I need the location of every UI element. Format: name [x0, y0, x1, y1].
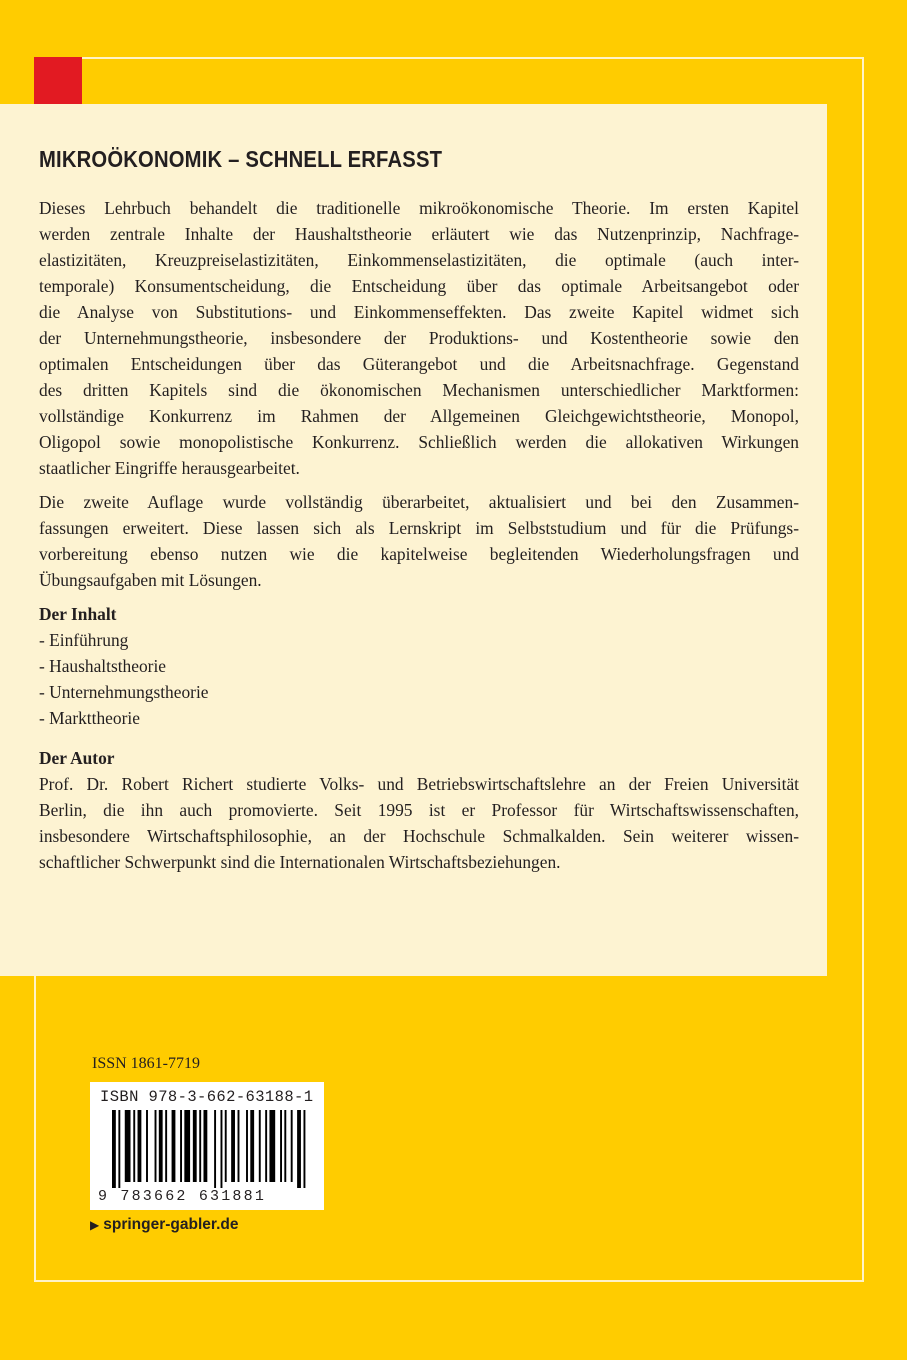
barcode-box — [90, 1082, 324, 1210]
barcode-bar — [214, 1110, 216, 1188]
barcode-bar — [291, 1110, 293, 1182]
text-line: vollständige Konkurrenz im Rahmen der Allgemeinen Gleichgewichtstheorie, Monopol, — [39, 406, 799, 426]
text-line: staatlicher Eingriffe herausgearbeitet. — [39, 458, 300, 478]
publisher-website[interactable] — [90, 1216, 238, 1234]
text-line: Berlin, die ihn auch promovierte. Seit 1995 ist er Professor für Wirtschaftswissenschaften, — [39, 800, 799, 820]
text-line: Oligopol sowie monopolistische Konkurrenz. Schließlich werden die allokativen Wirkungen — [39, 432, 799, 452]
text-line: optimalen Entscheidungen über das Güterangebot und die Arbeitsnachfrage. Gegenstand — [39, 354, 799, 374]
barcode-bar — [303, 1110, 305, 1188]
barcode-bar — [133, 1110, 135, 1182]
page-title: MIKROÖKONOMIK – SCHNELL ERFASST — [39, 146, 443, 172]
text-line: fassungen erweitert. Diese lassen sich als Lernskript im Selbststudium und für die Prüfungs- — [39, 518, 799, 538]
author-heading: Der Autor — [39, 748, 115, 768]
barcode-bar — [225, 1110, 227, 1182]
barcode-bar — [221, 1110, 223, 1188]
barcode-bar — [118, 1110, 120, 1188]
barcode-bar — [112, 1110, 116, 1188]
issn-label: ISSN 1861-7719 — [92, 1055, 201, 1072]
author-section — [39, 745, 799, 875]
blurb-text — [39, 195, 799, 875]
text-line: Übungsaufgaben mit Lösungen. — [39, 570, 262, 590]
text-line: vorbereitung ebenso nutzen wie die kapitelweise begleitenden Wiederholungsfragen und — [39, 544, 799, 564]
website-label: springer-gabler.de — [103, 1216, 239, 1233]
contents-item: - Markttheorie — [39, 708, 140, 728]
text-line: elastizitäten, Kreuzpreiselastizitäten, Einkommenselastizitäten, die optimale (auch inter- — [39, 250, 799, 270]
text-line: Prof. Dr. Robert Richert studierte Volks- und Betriebswirtschaftslehre an der Freien Universität — [39, 774, 799, 794]
text-line: schaftlicher Schwerpunkt sind die Internationalen Wirtschaftsbeziehungen. — [39, 852, 561, 872]
text-line: Die zweite Auflage wurde vollständig überarbeitet, aktualisiert und bei den Zusammen- — [39, 492, 799, 512]
contents-item: - Haushaltstheorie — [39, 656, 167, 676]
barcode-bar — [165, 1110, 167, 1182]
contents-heading: Der Inhalt — [39, 604, 117, 624]
barcode-bar — [259, 1110, 261, 1182]
barcode-bar — [203, 1110, 207, 1182]
barcode-bar — [125, 1110, 131, 1182]
text-line: werden zentrale Inhalte der Haushaltstheorie erläutert wie das Nutzenprinzip, Nachfrage- — [39, 224, 799, 244]
barcode-bar — [146, 1110, 148, 1182]
barcode-bar — [180, 1110, 182, 1182]
contents-item: - Einführung — [39, 630, 129, 650]
red-accent-square — [34, 57, 82, 104]
barcode-digits: 9 783662 631881 — [98, 1188, 267, 1205]
barcode-bar — [280, 1110, 282, 1182]
text-line: insbesondere Wirtschaftsphilosophie, an der Hochschule Schmalkalden. Sein weiterer wissen- — [39, 826, 799, 846]
barcode-bar — [199, 1110, 201, 1182]
barcode-bar — [159, 1110, 163, 1182]
description-paragraph — [39, 195, 799, 481]
barcode-bar — [193, 1110, 197, 1182]
barcode-bar — [265, 1110, 267, 1182]
barcode-image — [112, 1110, 312, 1188]
edition-paragraph — [39, 489, 799, 593]
barcode-bar — [231, 1110, 235, 1182]
contents-section — [39, 601, 799, 731]
text-line: der Unternehmungstheorie, insbesondere der Produktions- und Kostentheorie sowie den — [39, 328, 799, 348]
text-line: Dieses Lehrbuch behandelt die traditionelle mikroökonomische Theorie. Im ersten Kapitel — [39, 198, 799, 218]
text-line: temporale) Konsumentscheidung, die Entscheidung über das optimale Arbeitsangebot oder — [39, 276, 799, 296]
barcode-bar — [155, 1110, 157, 1182]
isbn-label: ISBN 978-3-662-63188-1 — [100, 1088, 314, 1106]
barcode-bar — [246, 1110, 248, 1182]
contents-item: - Unternehmungstheorie — [39, 682, 209, 702]
barcode-bar — [297, 1110, 301, 1188]
barcode-bar — [172, 1110, 176, 1182]
barcode-bar — [138, 1110, 142, 1182]
text-line: des dritten Kapitels sind die ökonomischen Mechanismen unterschiedlicher Marktformen: — [39, 380, 799, 400]
barcode-bar — [184, 1110, 190, 1182]
barcode-bar — [284, 1110, 286, 1182]
barcode-bar — [238, 1110, 240, 1182]
barcode-bar — [250, 1110, 254, 1182]
text-line: die Analyse von Substitutions- und Einkommenseffekten. Das zweite Kapitel widmet sich — [39, 302, 799, 322]
arrow-right-icon: ▶ — [90, 1218, 100, 1232]
barcode-bar — [269, 1110, 275, 1182]
